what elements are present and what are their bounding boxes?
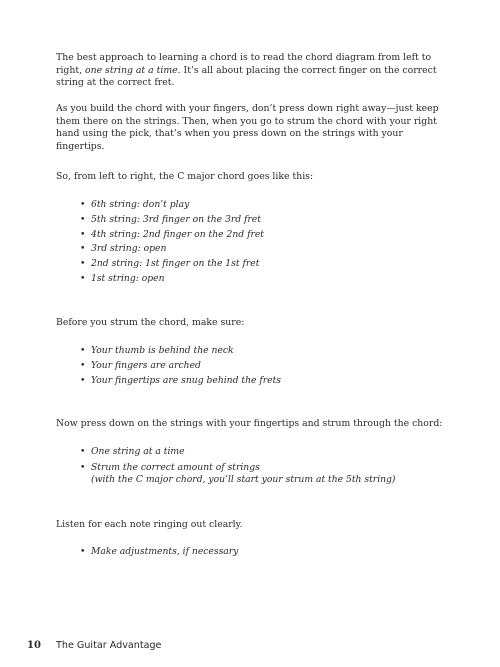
page-footer (27, 640, 161, 652)
paragraph-press-and-strum: Now press down on the strings with your fingertips and strum through the chord: (56, 418, 443, 429)
paragraph-before-strum: Before you strum the chord, make sure: (56, 317, 245, 328)
bullet-icon: • (80, 243, 86, 255)
list-item (80, 228, 264, 243)
list-item (80, 445, 396, 460)
list-item-text: Make adjustments, if necessary (91, 546, 239, 557)
list-item-text: 5th string: 3rd finger on the 3rd fret (91, 213, 261, 225)
bullet-icon: • (80, 546, 86, 557)
list-item-text: 2nd string: 1st finger on the 1st fret (91, 258, 260, 270)
list-item (80, 242, 264, 257)
bullet-icon: • (80, 345, 86, 356)
list-item-text: 1st string: open (91, 272, 165, 284)
paragraph-text: . It’s all about placing the correct finger on the correct string at the correct fret. (56, 64, 437, 89)
paragraph-listen: Listen for each note ringing out clearly. (56, 519, 243, 530)
list-item-text: Your fingers are arched (91, 359, 201, 371)
list-item-text: 4th string: 2nd finger on the 2nd fret (91, 228, 264, 240)
list-item (80, 545, 238, 560)
paragraph-read-diagram (56, 52, 448, 90)
bullet-icon: • (80, 199, 86, 210)
list-item-text: Your thumb is behind the neck (91, 345, 234, 356)
bullet-icon: • (80, 461, 86, 473)
list-item (80, 213, 264, 228)
chord-steps-list (80, 198, 264, 287)
list-item (80, 257, 264, 272)
list-item (80, 359, 281, 374)
bullet-icon: • (80, 359, 86, 371)
strum-tips-list (80, 445, 396, 486)
list-item (80, 462, 396, 486)
list-item (80, 272, 264, 287)
page-number: 10 (27, 640, 41, 651)
list-item-text: Strum the correct amount of strings (91, 461, 260, 473)
list-item-text: Your fingertips are snug behind the frets (91, 374, 282, 386)
bullet-icon: • (80, 258, 86, 270)
bullet-icon: • (80, 272, 86, 284)
bullet-icon: • (80, 228, 86, 240)
emphasis-text: one string at a time (85, 64, 178, 76)
paragraph-text: The best approach to learning a chord is to read the chord diagram from left to right, (56, 52, 432, 76)
list-item (80, 198, 264, 213)
list-item-text: 6th string: don’t play (91, 199, 190, 210)
final-tips-list (80, 545, 238, 560)
bullet-icon: • (80, 446, 86, 457)
list-item (80, 374, 281, 389)
bullet-icon: • (80, 374, 86, 386)
list-item-text: 3rd string: open (91, 243, 167, 255)
list-item-subtext: (with the C major chord, you’ll start your strum at the 5th string) (91, 473, 396, 485)
checklist-list (80, 344, 281, 388)
list-item (80, 344, 281, 359)
bullet-icon: • (80, 213, 86, 225)
list-item-text: One string at a time (91, 446, 185, 457)
book-title: The Guitar Advantage (56, 640, 162, 651)
paragraph-c-major-intro: So, from left to right, the C major chord goes like this: (56, 171, 314, 182)
paragraph-build-chord: As you build the chord with your fingers, don’t press down right away—just keep them there on the strings. Then, when you go to strum the chord with your right hand using the pick, that’s when you press down on the strings with your fingertips. (56, 103, 439, 152)
